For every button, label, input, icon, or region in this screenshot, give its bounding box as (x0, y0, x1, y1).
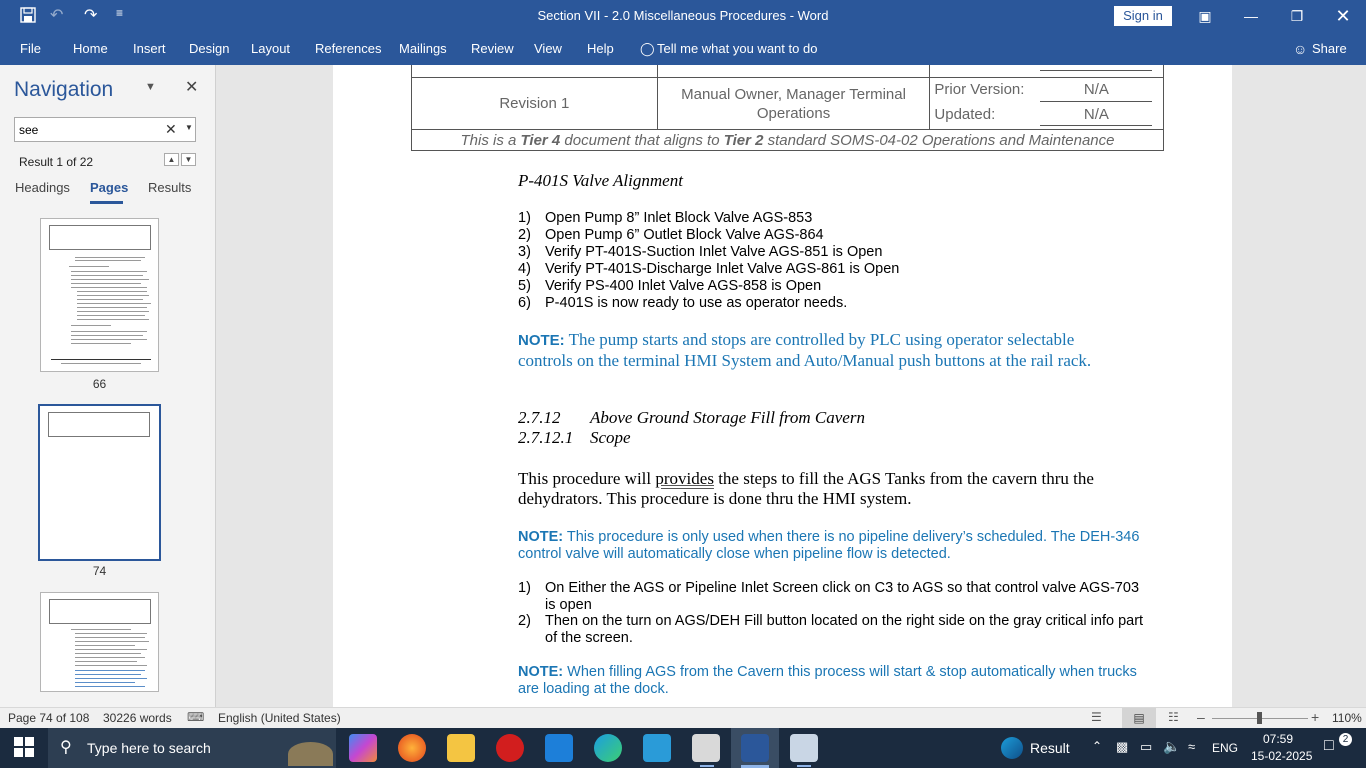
search-icon: ⚲ (60, 739, 72, 756)
section-number: 2.7.12 (518, 408, 561, 427)
lightbulb-icon: ◯ (640, 41, 655, 56)
thumbnail-page-number: 74 (92, 564, 107, 578)
section-title: Above Ground Storage Fill from Cavern (590, 408, 865, 427)
document-area (217, 65, 1366, 707)
tab-file[interactable]: File (20, 41, 41, 56)
tab-results[interactable]: Results (148, 180, 192, 195)
opera-icon[interactable] (496, 734, 524, 762)
minimize-button[interactable]: — (1244, 8, 1258, 24)
grammar-flagged-word: provides (655, 469, 714, 488)
list-item: 1) On Either the AGS or Pipeline Inlet Screen click on C3 to AGS so that control valve AGS-703 is open (518, 580, 1140, 613)
battery-icon[interactable]: ▭ (1140, 739, 1153, 754)
word-count[interactable]: 30226 words (103, 711, 172, 725)
title-bar (0, 0, 1366, 32)
tab-pages[interactable]: Pages (90, 180, 129, 195)
updated-label: Updated: (934, 106, 996, 123)
running-indicator (797, 765, 811, 767)
subsection-title: Scope (590, 428, 631, 447)
customize-qa-icon[interactable]: ≡ (116, 6, 124, 20)
tab-design[interactable]: Design (189, 41, 230, 56)
navigation-title: Navigation (14, 78, 114, 101)
chevron-down-icon[interactable]: ▼ (145, 81, 156, 93)
language-indicator[interactable]: English (United States) (218, 711, 341, 725)
widget-label[interactable]: Result (1030, 740, 1070, 756)
ribbon-tabs (0, 32, 1366, 65)
tab-layout[interactable]: Layout (251, 41, 291, 56)
document-header-table (411, 65, 1164, 151)
word-icon[interactable] (741, 734, 769, 762)
revision-cell: Revision 1 (412, 78, 658, 130)
subsection-number: 2.7.12.1 (518, 428, 574, 447)
share-button[interactable]: Share (1312, 41, 1347, 56)
tab-review[interactable]: Review (471, 41, 514, 56)
tier-statement: This is a Tier 4 document that aligns to Tier 2 standard SOMS-04-02 Operations and Maintenance (412, 130, 1164, 151)
clock-date[interactable]: 15-02-2025 (1251, 749, 1313, 763)
list-item: 1) Open Pump 8” Inlet Block Valve AGS-853 (518, 210, 813, 226)
selected-page-thumbnail[interactable] (38, 404, 161, 561)
page-thumbnail[interactable] (40, 592, 159, 692)
search-value: see (19, 123, 39, 137)
prior-version-label: Prior Version: (934, 81, 1025, 98)
tab-help[interactable]: Help (587, 41, 614, 56)
ribbon-display-icon[interactable]: ▣ (1198, 8, 1212, 24)
thumb-header-table (49, 599, 151, 624)
scope-paragraph: This procedure will provides the steps to fill the AGS Tanks from the cavern thru the (518, 469, 1094, 488)
taskbar (0, 728, 1366, 768)
status-bar (0, 707, 1366, 728)
undo-icon[interactable]: ↶ (50, 7, 64, 24)
page-count[interactable]: Page 74 of 108 (8, 711, 90, 725)
zoom-slider-thumb[interactable] (1257, 712, 1262, 724)
note-paragraph: NOTE: When filling AGS from the Cavern this process will start & stop automatically when trucks (518, 664, 1137, 680)
restore-button[interactable]: ❐ (1290, 8, 1304, 24)
window-title: Section VII - 2.0 Miscellaneous Procedures - Word (537, 8, 829, 23)
zoom-in-icon[interactable]: + (1311, 709, 1320, 725)
list-item: 6) P-401S is now ready to use as operator needs. (518, 295, 848, 311)
note-paragraph-line: are loading at the dock. (518, 681, 669, 697)
clock-time[interactable]: 07:59 (1263, 732, 1294, 746)
print-layout-icon[interactable]: ▤ (1122, 708, 1156, 728)
note-paragraph-line: control valve will automatically close when pipeline flow is detected. (518, 546, 951, 562)
close-icon[interactable]: ✕ (185, 79, 199, 96)
firefox-icon[interactable] (398, 734, 426, 762)
redo-icon[interactable]: ↷ (84, 7, 98, 24)
chevron-up-icon[interactable]: ⌃ (1092, 739, 1103, 753)
note-paragraph: NOTE: This procedure is only used when there is no pipeline delivery’s scheduled. The DEH-346 (518, 529, 1140, 545)
proofing-icon[interactable]: ⌨ (187, 710, 205, 724)
copilot-icon[interactable] (349, 734, 377, 762)
next-result-icon[interactable]: ▼ (181, 153, 196, 166)
tab-references[interactable]: References (315, 41, 382, 56)
tab-insert[interactable]: Insert (133, 41, 166, 56)
list-item: 5) Verify PS-400 Inlet Valve AGS-858 is Open (518, 278, 822, 294)
thumbnail-page-number: 66 (92, 377, 107, 391)
tab-mailings[interactable]: Mailings (399, 41, 447, 56)
tab-headings[interactable]: Headings (15, 180, 70, 195)
close-button[interactable]: ✕ (1335, 6, 1351, 26)
list-item: 2) Then on the turn on AGS/DEH Fill button located on the right side on the gray critical info part of the screen. (518, 613, 1144, 646)
page-thumbnail[interactable] (40, 218, 159, 372)
list-item: 3) Verify PT-401S-Suction Inlet Valve AGS-851 is Open (518, 244, 883, 260)
read-mode-icon[interactable]: ☰ (1091, 710, 1102, 724)
active-tab-indicator (90, 201, 123, 204)
zoom-out-icon[interactable]: – (1197, 709, 1205, 725)
tell-me-box[interactable]: Tell me what you want to do (657, 41, 818, 56)
list-item: 4) Verify PT-401S-Discharge Inlet Valve AGS-861 is Open (518, 261, 900, 277)
list-item: 2) Open Pump 6” Outlet Block Valve AGS-864 (518, 227, 824, 243)
section-heading: P-401S Valve Alignment (518, 171, 683, 190)
navigation-pane (0, 65, 216, 707)
web-layout-icon[interactable]: ☷ (1168, 710, 1179, 724)
prior-version-value: N/A (1083, 81, 1109, 98)
search-input[interactable] (14, 117, 196, 142)
version-cell (930, 78, 1164, 130)
result-count: Result 1 of 22 (19, 155, 94, 169)
search-highlight-image (288, 742, 333, 766)
thumb-header-table (48, 412, 150, 437)
clear-search-icon[interactable]: ✕ (165, 121, 177, 137)
tab-home[interactable]: Home (73, 41, 108, 56)
zoom-level[interactable]: 110% (1332, 711, 1362, 725)
file-explorer-icon[interactable] (447, 734, 475, 762)
note-paragraph: NOTE: The pump starts and stops are controlled by PLC using operator selectable (518, 330, 1075, 349)
input-language[interactable]: ENG (1212, 741, 1239, 755)
network-icon[interactable]: ▩ (1116, 739, 1129, 754)
weather-app-icon[interactable] (643, 734, 671, 762)
widget-icon[interactable] (1001, 737, 1023, 759)
tab-view[interactable]: View (534, 41, 562, 56)
remote-desktop-icon[interactable] (790, 734, 818, 762)
running-indicator (700, 765, 714, 767)
notifications-icon[interactable]: □ (1324, 737, 1334, 754)
search-options-icon[interactable]: ▼ (185, 123, 193, 132)
document-viewer-icon[interactable] (692, 734, 720, 762)
mail-icon[interactable] (545, 734, 573, 762)
person-icon[interactable]: ☺ (1293, 41, 1308, 57)
updated-value: N/A (1083, 106, 1109, 123)
notification-count-badge: 2 (1339, 733, 1352, 746)
volume-icon[interactable]: 🔈 (1163, 738, 1181, 754)
sign-in-button[interactable]: Sign in (1114, 6, 1172, 26)
thumb-header-table (49, 225, 151, 250)
wifi-icon[interactable]: ≈ (1188, 739, 1196, 754)
previous-result-icon[interactable]: ▲ (164, 153, 179, 166)
taskbar-search-placeholder: Type here to search (87, 740, 211, 756)
scope-paragraph-line: dehydrators. This procedure is done thru the HMI system. (518, 489, 912, 508)
taskbar-search-box[interactable] (48, 728, 336, 768)
windows-start-icon[interactable] (14, 737, 34, 762)
owner-cell: Manual Owner, Manager Terminal Operations (657, 78, 930, 130)
edge-icon[interactable] (594, 734, 622, 762)
note-paragraph-line: controls on the terminal HMI System and Auto/Manual push buttons at the rail rack. (518, 351, 1092, 370)
document-page[interactable] (333, 65, 1232, 707)
